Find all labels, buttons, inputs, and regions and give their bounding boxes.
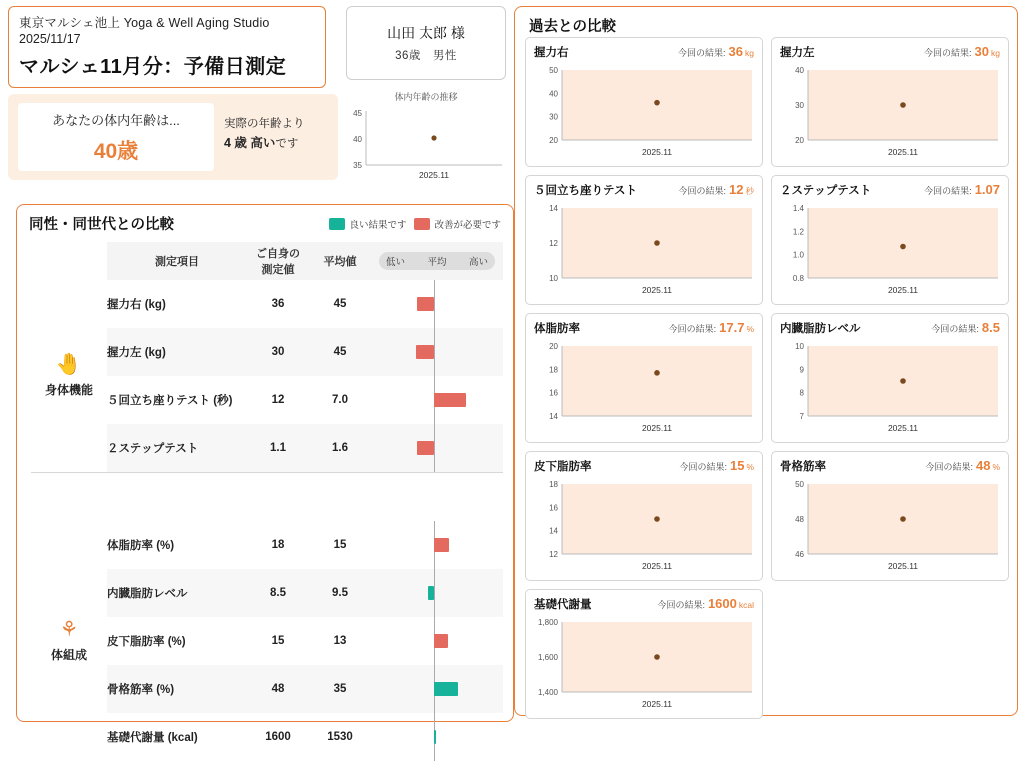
trend-ytick-0: 45 <box>353 109 362 118</box>
bar-axis <box>434 280 435 328</box>
header-item: 測定項目 <box>107 242 247 280</box>
header-self-line1: ご自身の <box>256 248 300 260</box>
card-metric-name: 体脂肪率 <box>534 323 580 335</box>
card-header <box>534 596 754 612</box>
card-chart-svg <box>780 202 1002 298</box>
card-header <box>780 320 1000 336</box>
body-age-compare-line1: 実際の年齢より <box>224 118 305 130</box>
row-average-value: 1530 <box>327 730 353 743</box>
card-metric-name: 内臓脂肪レベル <box>780 323 861 335</box>
bar-track <box>375 424 493 472</box>
row-self-value: 1600 <box>265 730 291 743</box>
svg-text:10: 10 <box>549 274 558 283</box>
peer-comparison-title: 同性・同世代との比較 <box>29 217 174 233</box>
card-metric-name: 皮下脂肪率 <box>534 461 592 473</box>
trend-svg <box>346 105 506 181</box>
svg-text:20: 20 <box>795 136 804 145</box>
card-metric-name: 基礎代謝量 <box>534 599 592 611</box>
card-metric-name: ２ステップテスト <box>780 185 872 197</box>
legend-label-good: 良い結果です <box>349 219 407 231</box>
bar-track <box>375 617 493 665</box>
row-average-value: 45 <box>333 298 347 310</box>
row-average-value: 9.5 <box>309 569 371 617</box>
scale-high: 高い <box>468 257 488 268</box>
card-result-value: 48 <box>975 458 991 473</box>
row-item-name: 握力左 (kg) <box>107 328 247 376</box>
svg-text:1.2: 1.2 <box>792 227 804 237</box>
card-metric-name: 握力左 <box>780 47 815 59</box>
card-result-value: 36 <box>728 44 744 59</box>
history-card <box>771 37 1009 167</box>
svg-text:16: 16 <box>549 388 558 398</box>
card-chart-svg <box>534 64 756 160</box>
row-item-name: 基礎代謝量 (kcal) <box>107 731 198 744</box>
row-self-value: 36 <box>271 298 285 310</box>
row-self-value: 1.1 <box>247 424 309 473</box>
body-age-value: 40歳 <box>93 139 139 163</box>
card-chart-svg <box>534 340 756 436</box>
history-card <box>771 313 1009 443</box>
svg-text:12: 12 <box>549 550 558 559</box>
legend-item-good <box>329 217 406 231</box>
svg-text:14: 14 <box>549 204 558 213</box>
row-average-value: 1.6 <box>309 424 371 473</box>
svg-text:14: 14 <box>549 412 558 421</box>
bar-track <box>375 328 493 376</box>
table-row <box>31 280 503 328</box>
comparison-table <box>31 242 503 761</box>
card-chart <box>534 616 756 712</box>
card-chart <box>780 478 1002 574</box>
row-item-name: 骨格筋率 (%) <box>107 665 247 713</box>
svg-text:2025.11: 2025.11 <box>641 285 673 295</box>
cells-icon: ⚘ <box>59 617 79 641</box>
person-detail: 36歳 男性 <box>395 50 457 62</box>
card-result-label: 今回の結果: <box>925 462 973 472</box>
card-result-label: 今回の結果: <box>668 324 717 334</box>
person-name: 山田 太郎 様 <box>387 25 465 41</box>
scale-pill <box>379 252 495 270</box>
header-self-line2: 測定値 <box>261 264 295 276</box>
card-chart <box>534 340 756 436</box>
svg-text:30: 30 <box>549 112 558 122</box>
svg-text:20: 20 <box>549 342 558 351</box>
svg-text:10: 10 <box>795 342 804 351</box>
bar-track <box>375 280 493 328</box>
row-bar-cell <box>371 424 503 473</box>
row-bar <box>434 730 436 744</box>
card-metric-name: 握力右 <box>534 47 569 59</box>
svg-text:1,800: 1,800 <box>537 618 558 627</box>
history-card <box>525 451 763 581</box>
row-bar-cell <box>371 713 503 761</box>
body-age-compare <box>224 116 334 154</box>
header-avg: 平均値 <box>309 242 371 280</box>
card-result-unit: kg <box>745 48 754 58</box>
row-bar <box>416 345 434 359</box>
bar-track <box>375 665 493 713</box>
legend <box>329 217 501 231</box>
bar-axis <box>434 424 435 472</box>
card-metric-name: ５回立ち座りテスト <box>534 185 638 197</box>
card-result-label: 今回の結果: <box>657 600 705 610</box>
card-result-value: 15 <box>729 458 745 473</box>
card-chart-svg <box>534 202 756 298</box>
table-row <box>31 521 503 569</box>
bar-track <box>375 521 493 569</box>
muscle-icon: 🤚 <box>55 353 83 376</box>
card-header <box>780 458 1000 474</box>
card-chart-svg <box>780 478 1002 574</box>
row-item-name: 体脂肪率 (%) <box>107 539 175 552</box>
card-header <box>534 182 754 198</box>
person-card <box>346 6 506 80</box>
card-header <box>534 44 754 60</box>
svg-text:1,400: 1,400 <box>537 688 558 697</box>
body-age-label: あなたの体内年齢は... <box>52 112 180 128</box>
card-result-value: 8.5 <box>981 320 1000 335</box>
row-bar <box>417 297 434 311</box>
scale-mid: 平均 <box>427 257 447 268</box>
header-blank <box>31 242 107 280</box>
history-card <box>771 175 1009 305</box>
header-scale <box>371 242 503 280</box>
body-age-compare-strong: 4 歳 高い <box>224 135 276 150</box>
card-result-value: 30 <box>974 44 990 59</box>
history-card-grid <box>525 37 1009 719</box>
header-self <box>247 242 309 280</box>
card-result-value: 12 <box>729 182 744 197</box>
bar-track <box>375 569 493 617</box>
history-card <box>525 589 763 719</box>
row-bar-cell <box>371 569 503 617</box>
card-result-unit: 秒 <box>745 186 754 196</box>
peer-comparison-panel <box>16 204 514 744</box>
card-chart <box>534 202 756 298</box>
row-bar <box>434 682 458 696</box>
row-bar-cell <box>371 280 503 328</box>
card-chart <box>780 202 1002 298</box>
card-result-value: 1600 <box>707 596 737 611</box>
svg-text:18: 18 <box>549 365 558 375</box>
svg-text:20: 20 <box>549 136 558 145</box>
svg-text:1,600: 1,600 <box>537 653 558 662</box>
row-bar <box>428 586 434 600</box>
row-self-value: 48 <box>247 665 309 713</box>
body-age-compare-tail: です <box>275 137 299 150</box>
svg-text:50: 50 <box>795 480 804 489</box>
svg-text:46: 46 <box>795 550 804 559</box>
row-bar <box>434 634 448 648</box>
report-date: 2025/11/17 <box>19 32 81 46</box>
row-bar-cell <box>371 521 503 569</box>
scale-low: 低い <box>386 257 406 268</box>
history-title: 過去との比較 <box>529 19 616 35</box>
group-cell-physical <box>31 280 107 473</box>
history-card <box>525 37 763 167</box>
row-self-value: 18 <box>271 538 285 551</box>
card-header <box>780 182 1000 198</box>
studio-name: 東京マルシェ池上 Yoga & Well Aging Studio <box>19 16 270 30</box>
svg-text:1.4: 1.4 <box>792 204 804 213</box>
row-self-value: 8.5 <box>247 569 309 617</box>
row-average-value: 7.0 <box>332 394 348 406</box>
row-item-name: 皮下脂肪率 (%) <box>107 635 186 648</box>
svg-text:2025.11: 2025.11 <box>887 285 919 295</box>
row-average-value: 13 <box>333 634 347 647</box>
svg-text:50: 50 <box>549 66 558 75</box>
svg-text:8: 8 <box>799 388 804 398</box>
svg-text:40: 40 <box>549 89 558 99</box>
card-result-label: 今回の結果: <box>931 324 979 334</box>
svg-text:7: 7 <box>799 412 804 421</box>
group-divider <box>31 473 503 521</box>
bar-axis <box>434 328 435 376</box>
legend-swatch-good <box>329 218 345 230</box>
card-result-unit: % <box>992 462 1000 472</box>
report-header <box>8 6 326 88</box>
card-result-label: 今回の結果: <box>678 48 726 58</box>
card-chart <box>780 340 1002 436</box>
trend-ytick-1: 40 <box>353 135 362 144</box>
row-item-name: ５回立ち座りテスト (秒) <box>107 395 233 407</box>
row-self-value: 12 <box>271 394 285 406</box>
card-chart <box>534 64 756 160</box>
row-average-value: 35 <box>309 665 371 713</box>
history-card <box>525 313 763 443</box>
card-result-label: 今回の結果: <box>924 48 972 58</box>
legend-swatch-bad <box>414 218 430 230</box>
card-chart-svg <box>780 64 1002 160</box>
svg-text:14: 14 <box>549 526 558 536</box>
card-chart <box>534 478 756 574</box>
trend-xlabel: 2025.11 <box>418 170 450 180</box>
card-result-unit: kg <box>991 48 1000 58</box>
page-title: マルシェ11月分：予備日測定 <box>19 56 287 78</box>
svg-text:30: 30 <box>795 101 804 110</box>
card-chart-svg <box>780 340 1002 436</box>
history-card <box>525 175 763 305</box>
bar-track <box>375 376 493 424</box>
group-label-0: 身体機能 <box>44 383 93 397</box>
svg-text:9: 9 <box>799 365 804 375</box>
svg-text:40: 40 <box>795 66 804 75</box>
row-self-value: 30 <box>247 328 309 376</box>
trend-ytick-2: 35 <box>353 161 362 170</box>
legend-label-bad: 改善が必要です <box>434 219 501 231</box>
trend-title: 体内年齢の推移 <box>394 92 458 102</box>
svg-text:18: 18 <box>549 480 558 489</box>
svg-text:2025.11: 2025.11 <box>641 423 673 433</box>
group-label-1: 体組成 <box>50 647 87 662</box>
bar-track <box>375 713 493 761</box>
svg-text:1.0: 1.0 <box>792 250 804 260</box>
card-chart <box>780 64 1002 160</box>
card-header <box>534 458 754 474</box>
row-average-value: 15 <box>333 538 347 551</box>
card-result-label: 今回の結果: <box>679 462 727 472</box>
history-panel <box>514 6 1018 716</box>
row-self-value: 15 <box>271 634 285 647</box>
svg-text:2025.11: 2025.11 <box>641 699 673 709</box>
svg-text:2025.11: 2025.11 <box>887 423 919 433</box>
body-age-box <box>18 103 214 171</box>
peer-comparison-header <box>17 205 513 236</box>
card-result-unit: % <box>746 462 754 472</box>
row-bar-cell <box>371 328 503 376</box>
svg-text:0.8: 0.8 <box>792 274 804 283</box>
row-bar <box>434 538 449 552</box>
svg-text:48: 48 <box>795 515 804 524</box>
card-chart-svg <box>534 478 756 574</box>
card-result-value: 17.7 <box>719 320 745 335</box>
card-header <box>780 44 1000 60</box>
svg-text:2025.11: 2025.11 <box>641 147 673 157</box>
left-column <box>8 6 506 744</box>
body-age-panel <box>8 94 338 180</box>
row-item-name: 握力右 (kg) <box>107 299 166 311</box>
table-header <box>31 242 503 280</box>
table-body <box>31 280 503 761</box>
svg-text:2025.11: 2025.11 <box>887 561 919 571</box>
body-age-trend-chart <box>346 90 506 180</box>
row-bar <box>434 393 466 407</box>
svg-text:2025.11: 2025.11 <box>887 147 919 157</box>
row-bar <box>417 441 434 455</box>
svg-text:12: 12 <box>549 239 558 248</box>
svg-text:2025.11: 2025.11 <box>641 561 673 571</box>
history-card <box>771 451 1009 581</box>
bar-axis <box>434 569 435 617</box>
card-result-unit: % <box>746 324 754 334</box>
row-bar-cell <box>371 617 503 665</box>
card-result-value: 1.07 <box>974 182 1000 197</box>
legend-item-bad <box>414 217 501 231</box>
row-item-name: 内臓脂肪レベル <box>107 569 247 617</box>
card-header <box>534 320 754 336</box>
row-bar-cell <box>371 665 503 713</box>
row-average-value: 45 <box>309 328 371 376</box>
card-result-unit: kcal <box>738 600 754 610</box>
row-bar-cell <box>371 376 503 424</box>
group-cell-composition <box>31 521 107 761</box>
row-item-name: ２ステップテスト <box>107 424 247 473</box>
card-chart-svg <box>534 616 756 712</box>
card-metric-name: 骨格筋率 <box>780 461 826 473</box>
card-result-label: 今回の結果: <box>678 186 727 196</box>
svg-text:16: 16 <box>549 503 558 513</box>
card-result-label: 今回の結果: <box>924 186 972 196</box>
